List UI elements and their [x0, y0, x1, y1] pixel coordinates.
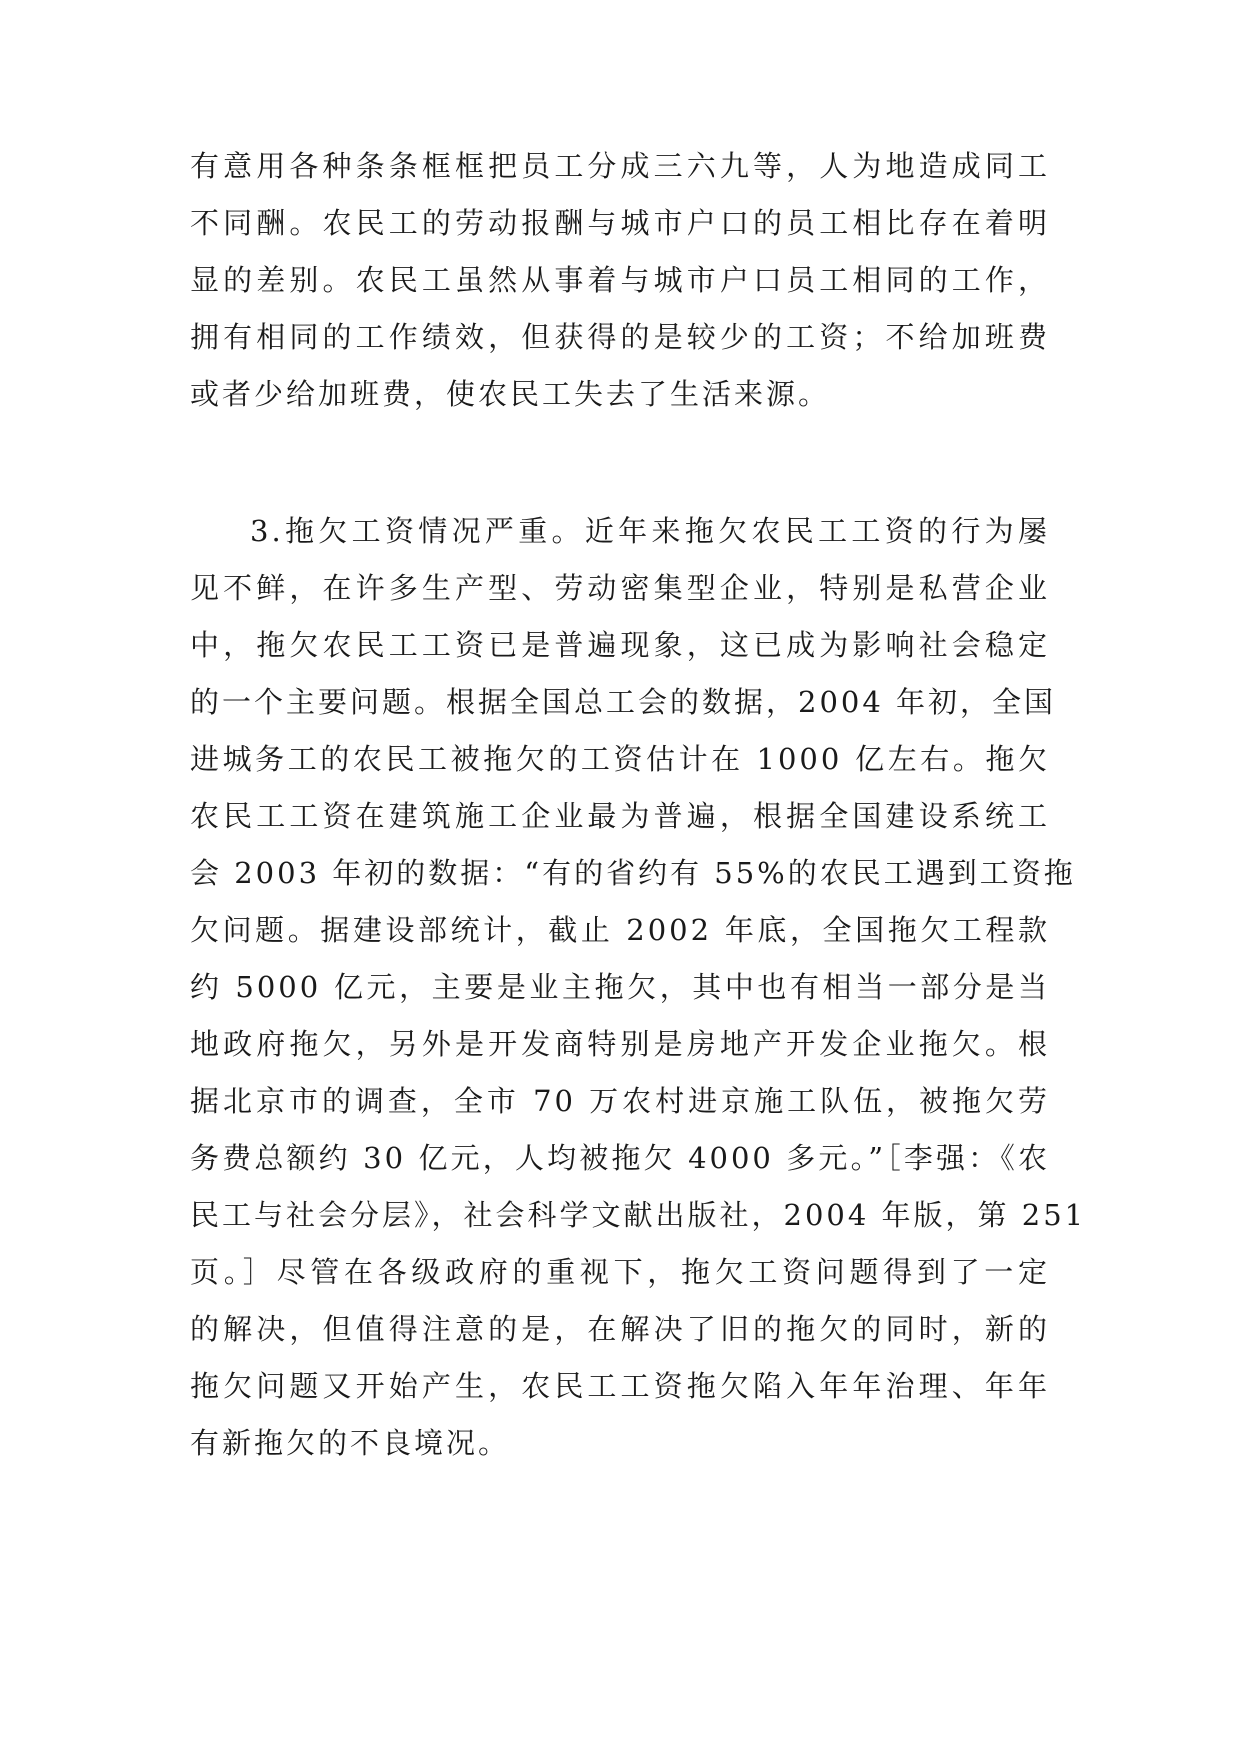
paragraph-2-line-17: 有新拖欠的不良境况。	[190, 1426, 511, 1460]
paragraph-1-line-4: 拥有相同的工作绩效，但获得的是较少的工资；不给加班费	[190, 320, 1050, 354]
paragraph-2-line-6: 农民工工资在建筑施工企业最为普遍，根据全国建设系统工	[190, 799, 1050, 833]
paragraph-1-line-2: 不同酬。农民工的劳动报酬与城市户口的员工相比存在着明	[190, 206, 1050, 240]
paragraph-2-line-4: 的一个主要问题。根据全国总工会的数据，2004 年初，全国	[190, 685, 1057, 719]
paragraph-2-line-12: 务费总额约 30 亿元，人均被拖欠 4000 多元。”［李强：《农	[190, 1141, 1050, 1175]
paragraph-2-line-11: 据北京市的调查，全市 70 万农村进京施工队伍，被拖欠劳	[190, 1084, 1050, 1118]
paragraph-2-line-2: 见不鲜，在许多生产型、劳动密集型企业，特别是私营企业	[190, 571, 1050, 605]
paragraph-2-line-9: 约 5000 亿元，主要是业主拖欠，其中也有相当一部分是当	[190, 970, 1050, 1004]
paragraph-2-line-13: 民工与社会分层》，社会科学文献出版社，2004 年版，第 251	[190, 1198, 1087, 1232]
paragraph-2-line-3: 中，拖欠农民工工资已是普遍现象，这已成为影响社会稳定	[190, 628, 1050, 662]
paragraph-2-line-8: 欠问题。据建设部统计，截止 2002 年底，全国拖欠工程款	[190, 913, 1050, 947]
paragraph-2-line-10: 地政府拖欠，另外是开发商特别是房地产开发企业拖欠。根	[190, 1027, 1050, 1061]
paragraph-1-line-3: 显的差别。农民工虽然从事着与城市户口员工相同的工作，	[190, 263, 1050, 297]
paragraph-2-line-1: 3.拖欠工资情况严重。近年来拖欠农民工工资的行为屡	[250, 514, 1050, 548]
paragraph-2-line-16: 拖欠问题又开始产生，农民工工资拖欠陷入年年治理、年年	[190, 1369, 1050, 1403]
paragraph-1-line-5: 或者少给加班费，使农民工失去了生活来源。	[190, 377, 831, 411]
paragraph-2-line-14: 页。］尽管在各级政府的重视下，拖欠工资问题得到了一定	[190, 1255, 1050, 1289]
paragraph-2-line-15: 的解决，但值得注意的是，在解决了旧的拖欠的同时，新的	[190, 1312, 1050, 1346]
paragraph-2-line-7: 会 2003 年初的数据：“有的省约有 55%的农民工遇到工资拖	[190, 856, 1076, 890]
paragraph-1-line-1: 有意用各种条条框框把员工分成三六九等，人为地造成同工	[190, 149, 1050, 183]
paragraph-2-line-5: 进城务工的农民工被拖欠的工资估计在 1000 亿左右。拖欠	[190, 742, 1050, 776]
